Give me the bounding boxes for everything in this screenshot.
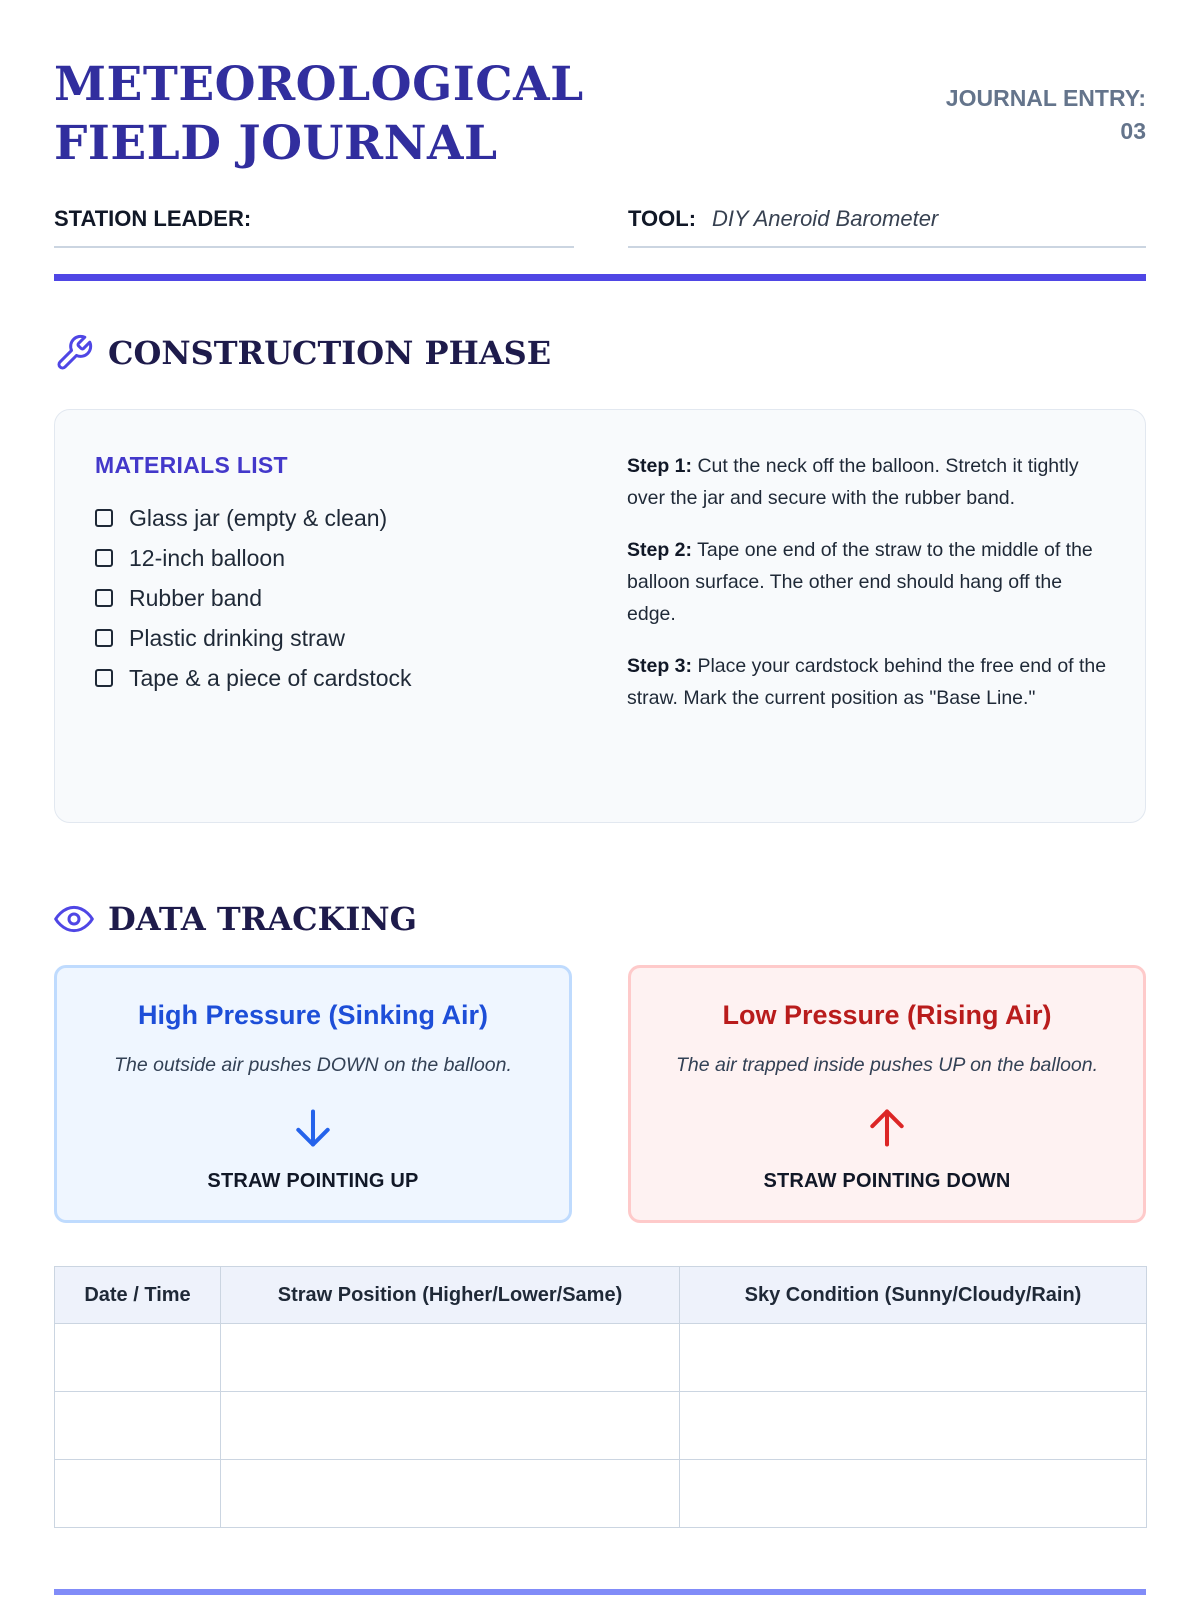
wrench-icon: [54, 333, 94, 373]
column-header-date: Date / Time: [55, 1267, 221, 1324]
table-row: [55, 1324, 1147, 1392]
step-1: [627, 450, 1107, 514]
table-row: [55, 1392, 1147, 1460]
step-text: Place your cardstock behind the free end of the straw. Mark the current position as "Base Line.": [627, 655, 1107, 709]
tool-label: TOOL:: [628, 206, 697, 231]
journal-page: [54, 0, 1146, 1600]
step-label: Step 3:: [627, 655, 693, 677]
table-row: [55, 1460, 1147, 1528]
material-item[interactable]: [95, 658, 412, 698]
material-label: Glass jar (empty & clean): [129, 504, 388, 531]
checkbox[interactable]: [95, 669, 113, 687]
high-pressure-description: The outside air pushes DOWN on the balloon.: [114, 1054, 512, 1076]
table-cell[interactable]: [680, 1324, 1147, 1392]
arrow-down-icon: [291, 1106, 335, 1150]
tool-value[interactable]: DIY Aneroid Barometer: [712, 206, 939, 231]
construction-card: [54, 409, 1146, 823]
high-pressure-card: [54, 965, 572, 1223]
table-cell[interactable]: [55, 1324, 221, 1392]
station-leader-field[interactable]: [54, 204, 574, 248]
material-item[interactable]: [95, 618, 412, 658]
low-pressure-description: The air trapped inside pushes UP on the balloon.: [675, 1054, 1099, 1076]
construction-heading: [54, 331, 551, 375]
material-item[interactable]: [95, 578, 412, 618]
checkbox[interactable]: [95, 509, 113, 527]
low-pressure-label: STRAW POINTING DOWN: [763, 1170, 1011, 1192]
arrow-up-icon: [865, 1106, 909, 1150]
material-label: 12-inch balloon: [129, 544, 286, 571]
high-pressure-label: STRAW POINTING UP: [207, 1170, 419, 1192]
material-item[interactable]: [95, 498, 412, 538]
step-text: Tape one end of the straw to the middle of the balloon surface. The other end should hang off the edge.: [627, 539, 1093, 625]
journal-entry-number: 03: [1120, 118, 1146, 144]
construction-title: CONSTRUCTION PHASE: [108, 334, 552, 372]
column-header-sky-condition: Sky Condition (Sunny/Cloudy/Rain): [680, 1267, 1147, 1324]
checkbox[interactable]: [95, 549, 113, 567]
materials-title: MATERIALS LIST: [95, 452, 288, 478]
table-cell[interactable]: [55, 1460, 221, 1528]
low-pressure-card: [628, 965, 1146, 1223]
step-2: [627, 534, 1107, 630]
observation-table: [54, 1266, 1147, 1528]
steps: [627, 450, 1107, 734]
step-text: Cut the neck off the balloon. Stretch it tightly over the jar and secure with the rubber band.: [627, 455, 1079, 509]
footer-divider: [54, 1589, 1146, 1595]
material-label: Plastic drinking straw: [129, 624, 346, 651]
table-cell[interactable]: [221, 1460, 680, 1528]
material-item[interactable]: [95, 538, 412, 578]
page-title: METEOROLOGICAL FIELD JOURNAL: [54, 57, 584, 171]
table-cell[interactable]: [680, 1392, 1147, 1460]
step-3: [627, 650, 1107, 714]
table-cell[interactable]: [221, 1324, 680, 1392]
high-pressure-title: High Pressure (Sinking Air): [137, 1000, 489, 1030]
table-cell[interactable]: [55, 1392, 221, 1460]
meta-row: [54, 204, 1146, 248]
header-divider: [54, 274, 1146, 281]
tracking-heading: [54, 897, 417, 941]
step-label: Step 2:: [627, 539, 693, 561]
low-pressure-title: Low Pressure (Rising Air): [722, 1000, 1052, 1030]
checkbox[interactable]: [95, 589, 113, 607]
eye-icon: [54, 899, 94, 939]
tool-field[interactable]: [628, 204, 1146, 248]
step-label: Step 1:: [627, 455, 693, 477]
table-cell[interactable]: [680, 1460, 1147, 1528]
station-leader-label: STATION LEADER:: [54, 206, 252, 231]
table-cell[interactable]: [221, 1392, 680, 1460]
column-header-straw-position: Straw Position (Higher/Lower/Same): [221, 1267, 680, 1324]
tracking-title: DATA TRACKING: [108, 900, 417, 938]
checkbox[interactable]: [95, 629, 113, 647]
material-label: Rubber band: [129, 584, 262, 611]
journal-entry: [846, 82, 1146, 148]
table-header-row: [55, 1267, 1147, 1324]
material-label: Tape & a piece of cardstock: [129, 664, 412, 691]
journal-entry-label: JOURNAL ENTRY:: [945, 85, 1146, 111]
materials-list: [95, 498, 412, 698]
